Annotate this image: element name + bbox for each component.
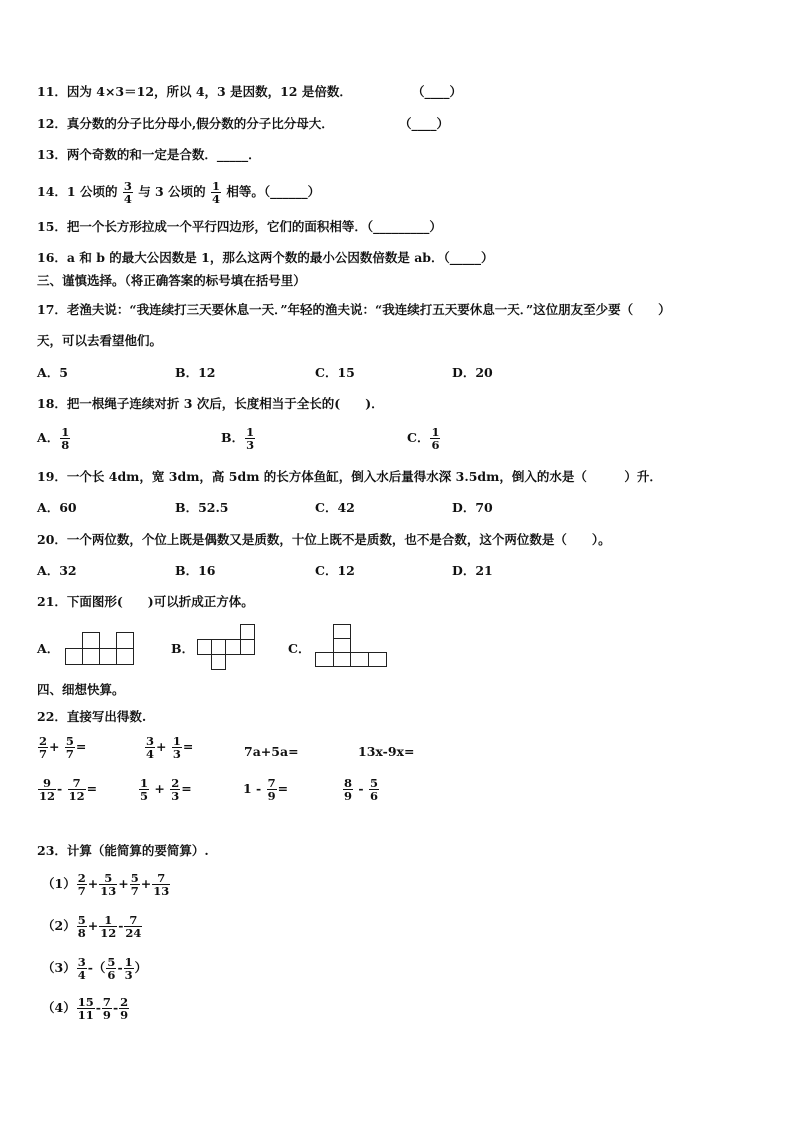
question-20-text: 20．一个两位数，个位上既是偶数又是质数，十位上既不是质数，也不是合数，这个两位数是（ ）。	[37, 532, 611, 547]
question-17-text-continued: 天，可以去看望他们。	[37, 333, 163, 348]
question-14-middle: 与 3 公顷的	[138, 184, 206, 199]
question-23-text: 23．计算（能简算的要简算）.	[37, 843, 209, 858]
expression-22-3: 7a+5a=	[244, 744, 299, 759]
problem-23-2: （2） $\frac{5}{8}$ + $\frac{1}{12}$ - $\frac{7}{24}$	[42, 913, 142, 940]
question-21-option-b-label[interactable]: B．	[171, 641, 195, 656]
question-13-text: 13．两个奇数的和一定是合数．_____．	[37, 147, 261, 162]
problem-23-4: （4） $\frac{15}{11}$ - $\frac{7}{9}$ - $\frac{2}{9}$	[42, 995, 129, 1022]
option-b[interactable]: B．12	[175, 365, 216, 380]
expression-22-2: $\frac{3}{4}$ + $\frac{1}{3}$ =	[146, 734, 194, 761]
question-18	[37, 396, 384, 412]
question-16-text: 16．a 和 b 的最大公因数是 1，那么这两个数的最小公因数倍数是 ab．（_____）	[37, 250, 494, 265]
question-11	[37, 84, 463, 100]
option-b[interactable]: B．52.5	[175, 500, 229, 515]
question-20	[37, 532, 611, 548]
option-b[interactable]: B． $\frac{1}{3}$	[221, 425, 255, 452]
question-21-option-c-label[interactable]: C．	[288, 641, 311, 656]
question-22-text: 22．直接写出得数.	[37, 709, 147, 724]
question-15	[37, 219, 442, 235]
question-12-answer-blank[interactable]: （____）	[399, 116, 450, 131]
question-16	[37, 250, 494, 266]
cube-net-option-c[interactable]	[315, 624, 391, 670]
question-15-text: 15．把一个长方形拉成一个平行四边形，它们的面积相等．（_________）	[37, 219, 442, 234]
expression-22-4: 13x-9x=	[358, 744, 415, 759]
problem-23-1: （1） $\frac{2}{7}$ + $\frac{5}{13}$ + $\frac{5}{7}$ + $\frac{7}{13}$	[42, 871, 170, 898]
option-c[interactable]: C． $\frac{1}{6}$	[407, 425, 440, 452]
cube-net-option-a[interactable]	[65, 632, 139, 666]
fraction: $\frac{3}{4}$	[123, 179, 132, 206]
section-3-heading	[37, 273, 306, 289]
option-c[interactable]: C．15	[315, 365, 355, 380]
question-23	[37, 843, 209, 859]
option-b[interactable]: B．16	[175, 563, 216, 578]
question-14	[37, 180, 320, 205]
option-a[interactable]: A． $\frac{1}{8}$	[37, 425, 70, 452]
expression-22-6: $\frac{1}{5}$ + $\frac{2}{3}$ =	[140, 776, 192, 803]
expression-22-5: $\frac{9}{12}$ - $\frac{7}{12}$ =	[39, 776, 98, 803]
option-a[interactable]: A．60	[37, 500, 77, 515]
problem-23-3: （3） $\frac{3}{4}$ -（ $\frac{5}{6}$ - $\frac{1}{3}$ ）	[42, 955, 148, 982]
option-a[interactable]: A．5	[37, 365, 68, 380]
option-d[interactable]: D．21	[452, 563, 493, 578]
section-3-title: 三、谨慎选择。（将正确答案的标号填在括号里）	[37, 273, 306, 288]
question-21-text: 21．下面图形( )可以折成正方体。	[37, 594, 254, 609]
question-21-option-a-label[interactable]: A．	[37, 641, 60, 656]
expression-22-1: $\frac{2}{7}$ + $\frac{5}{7}$ =	[39, 734, 87, 761]
question-12	[37, 116, 450, 132]
option-d[interactable]: D．70	[452, 500, 493, 515]
question-12-text: 12．真分数的分子比分母小,假分数的分子比分母大．	[37, 116, 334, 131]
option-c[interactable]: C．42	[315, 500, 355, 515]
question-19	[37, 469, 662, 485]
fraction: $\frac{1}{4}$	[211, 179, 220, 206]
question-17-line-2	[37, 333, 162, 349]
expression-22-8: $\frac{8}{9}$ - $\frac{5}{6}$	[344, 776, 378, 803]
question-19-text: 19．一个长 4dm，宽 3dm，高 5dm 的长方体鱼缸，倒入水后量得水深 3.5dm，倒入的水是（ ）升．	[37, 469, 662, 484]
question-11-answer-blank[interactable]: （____）	[412, 84, 463, 99]
question-17-text: 17．老渔夫说：“我连续打三天要休息一天．”年轻的渔夫说：“我连续打五天要休息一天．”这位朋友至少要（ ）	[37, 302, 671, 317]
section-4-heading	[37, 682, 125, 698]
question-14-suffix[interactable]: 相等。（______）	[226, 184, 321, 199]
section-4-title: 四、细想快算。	[37, 682, 125, 697]
question-22	[37, 709, 146, 725]
question-11-text: 11．因为 4×3＝12，所以 4，3 是因数，12 是倍数．	[37, 84, 352, 99]
option-a[interactable]: A．32	[37, 563, 77, 578]
expression-22-7: 1 - $\frac{7}{9}$ =	[243, 776, 289, 803]
option-c[interactable]: C．12	[315, 563, 355, 578]
option-d[interactable]: D．20	[452, 365, 493, 380]
question-18-options	[37, 426, 757, 456]
cube-net-option-b[interactable]	[197, 624, 259, 672]
question-21	[37, 594, 254, 610]
question-17-line-1	[37, 302, 671, 318]
question-13	[37, 147, 261, 163]
question-18-text: 18．把一根绳子连续对折 3 次后，长度相当于全长的( )．	[37, 396, 384, 411]
question-14-prefix: 14．1 公顷的	[37, 184, 118, 199]
